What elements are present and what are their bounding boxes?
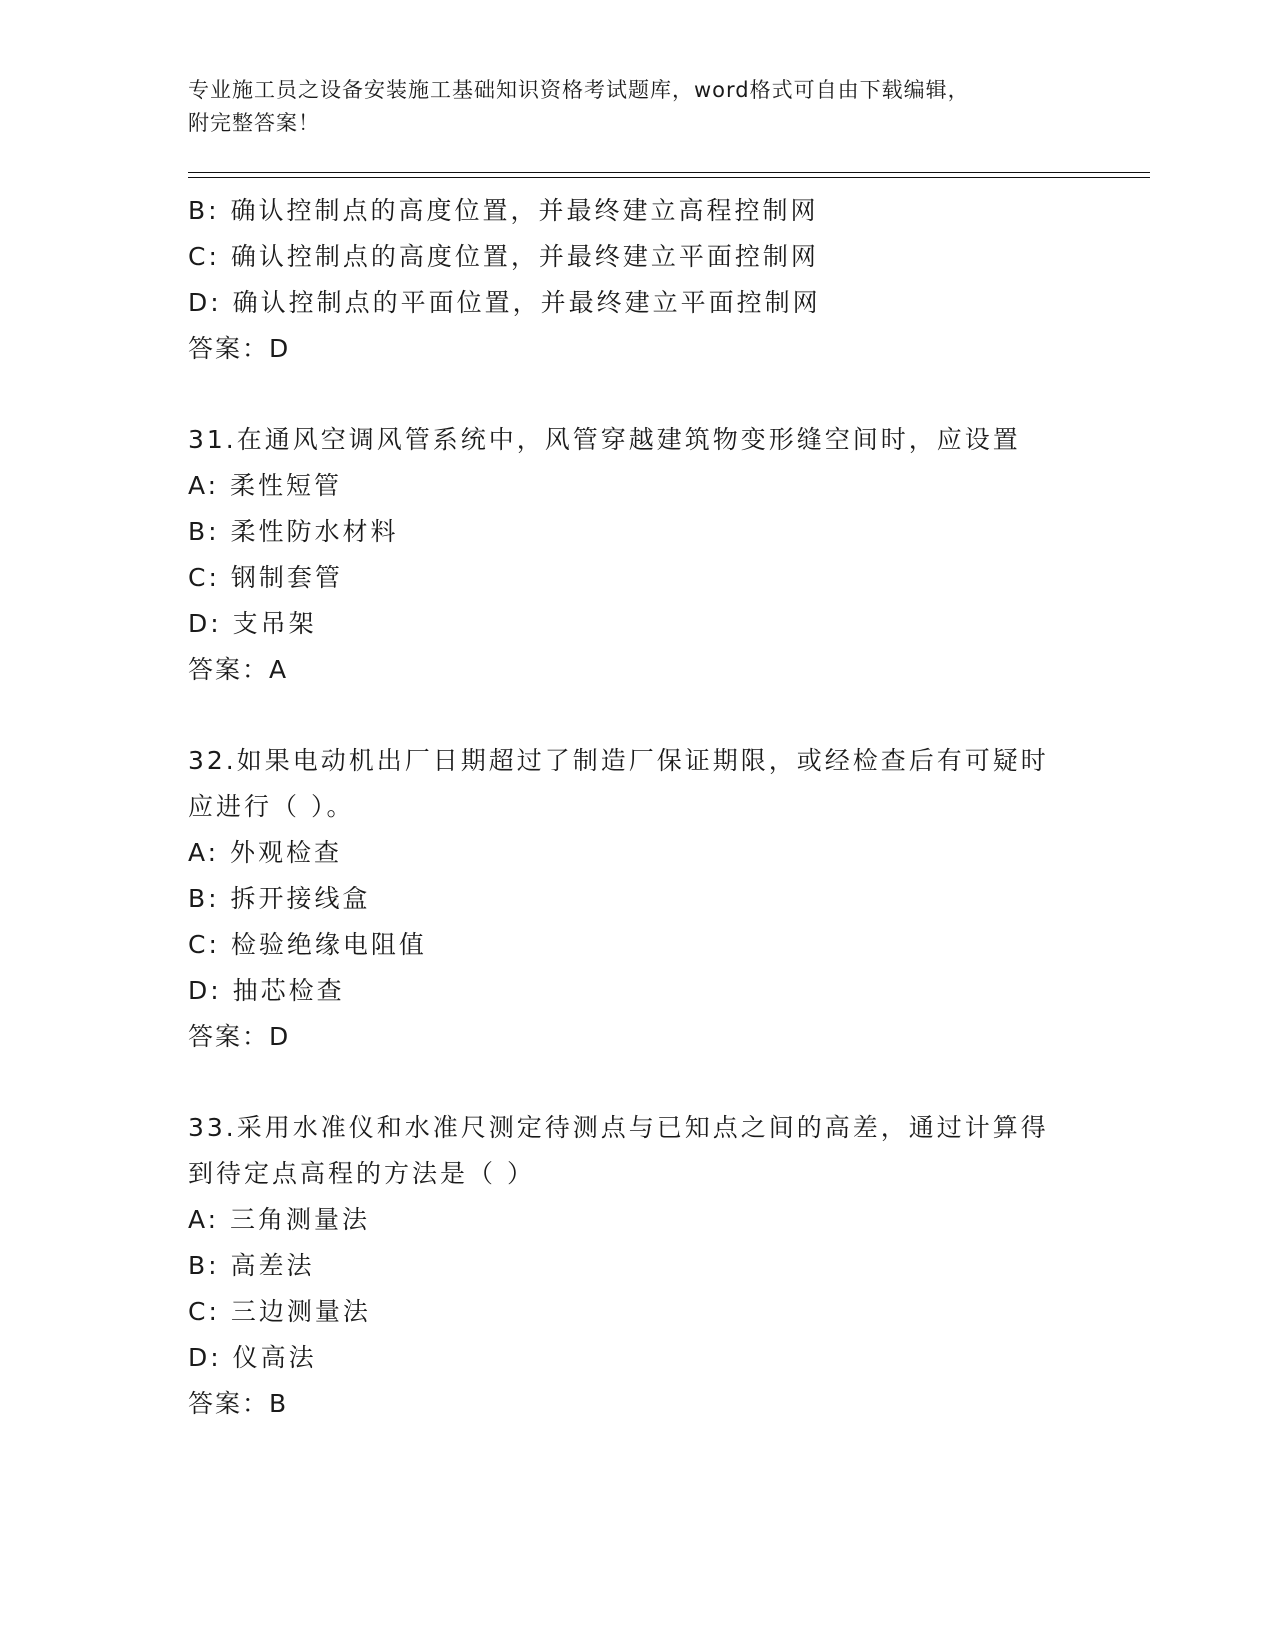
header-divider-top (188, 172, 1150, 173)
option-c: C: 三边测量法 (188, 1297, 371, 1326)
option-b: B: 柔性防水材料 (188, 517, 399, 546)
question-33 (188, 1105, 1088, 1427)
question-list (188, 188, 1088, 1427)
option-d: D: 支吊架 (188, 609, 317, 638)
header-line-2: 附完整答案！ (188, 111, 320, 135)
option-d: D: 仪高法 (188, 1343, 317, 1372)
option-b: B: 高差法 (188, 1251, 315, 1280)
question-title: 31.在通风空调风管系统中，风管穿越建筑物变形缝空间时，应设置 (188, 425, 1021, 454)
header-divider-bottom (188, 177, 1150, 178)
option-a: A: 柔性短管 (188, 471, 343, 500)
option-a: A: 外观检查 (188, 838, 343, 867)
document-header (188, 74, 1088, 140)
question-title-line-1: 32.如果电动机出厂日期超过了制造厂保证期限，或经检查后有可疑时 (188, 746, 1049, 775)
question-title-line-2: 到待定点高程的方法是（ ） (188, 1159, 535, 1188)
answer: 答案：D (188, 1022, 291, 1051)
option-c: C: 钢制套管 (188, 563, 343, 592)
option-b: B: 拆开接线盒 (188, 884, 371, 913)
option-c: C: 确认控制点的高度位置，并最终建立平面控制网 (188, 242, 819, 271)
question-30 (188, 188, 1088, 372)
answer: 答案：B (188, 1389, 289, 1418)
question-32 (188, 738, 1088, 1060)
option-d: D: 确认控制点的平面位置，并最终建立平面控制网 (188, 288, 821, 317)
option-d: D: 抽芯检查 (188, 976, 345, 1005)
option-c: C: 检验绝缘电阻值 (188, 930, 427, 959)
question-title-line-1: 33.采用水准仪和水准尺测定待测点与已知点之间的高差，通过计算得 (188, 1113, 1049, 1142)
header-line-1: 专业施工员之设备安装施工基础知识资格考试题库，word格式可自由下载编辑， (188, 78, 970, 102)
option-a: A: 三角测量法 (188, 1205, 371, 1234)
answer: 答案：D (188, 334, 291, 363)
question-title-line-2: 应进行（ ）。 (188, 792, 355, 821)
answer: 答案：A (188, 655, 289, 684)
option-b: B: 确认控制点的高度位置，并最终建立高程控制网 (188, 196, 819, 225)
question-31 (188, 417, 1088, 693)
